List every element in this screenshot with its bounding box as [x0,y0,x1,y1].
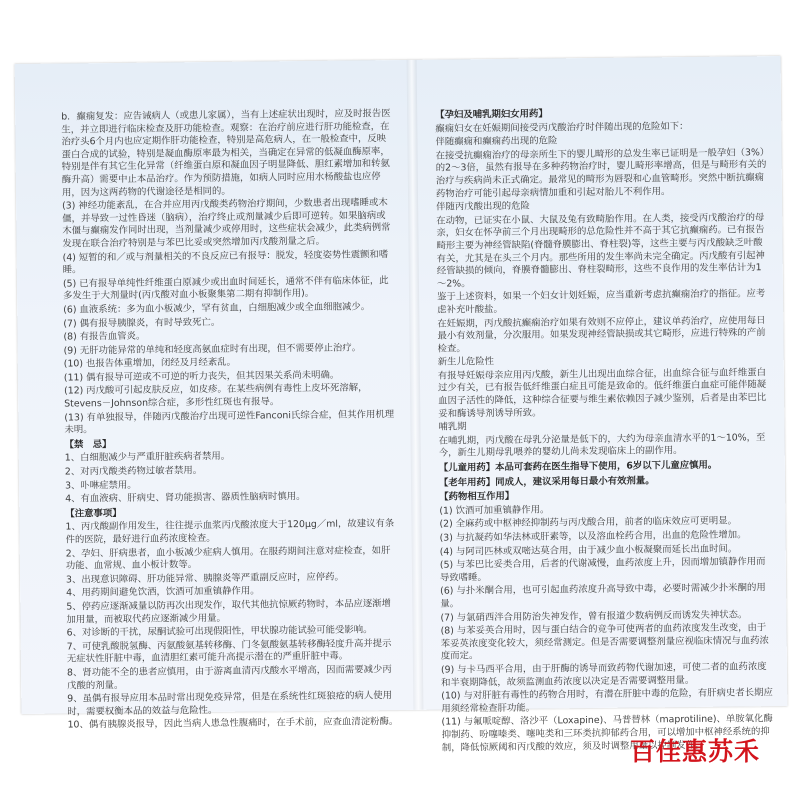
right-column-paragraph: (8) 与苯妥英合用时，因与蛋白结合的竞争可使两者的血药浓度发生改变，由于苯妥英浓度变化较大，须经常测定。但是否需要调整剂量应视临床情况与血药浓度而定。 [440,622,769,662]
left-column-paragraph: (6) 血液系统：多为血小板减少，罕有贫血，白细胞减少或全血细胞减少。 [63,301,371,316]
left-column-paragraph: (9) 无肝功能异常的单纯和轻度高氨血症时有出现，但不需要停止治疗。 [63,342,362,357]
right-column-paragraph: (2) 全麻药或中枢神经抑制药与丙戊酸合用，前者的临床效应可更明显。 [439,515,738,531]
right-column-paragraph: 新生儿危险性 [437,356,495,368]
right-column-paragraph: (6) 与扑米酮合用，也可引起血药浓度升高导致中毒，必要时需减少扑米酮的用量。 [440,582,766,610]
left-column-paragraph: 8、肾功能不全的患者应慎用，由于游离血清丙戊酸水平增高，因而需要减少丙戊酸的剂量。 [66,664,392,692]
right-column-paragraph: (7) 与氯硝西泮合用防治失神发作，曾有报道少数病例反而诱发失神状态。 [440,608,748,624]
right-column-paragraph: 在接受抗癫痫治疗的母亲所生下的婴儿畸形的总发生率已证明是一般孕妇（3%）的2～3倍，虽然有报导在多种药物治疗时，婴儿畸形率增高，但是与畸形有关的治疗与疾病尚未正式确定。最常见的畸形为唇裂和心血管畸形。突然中断抗癫痫药物治疗可能引起母亲病情加重和引起对胎儿不利作用。 [435,146,767,200]
left-column-paragraph: 9、虽偶有报导应用本品时常出现免疫异常，但是在系统性红斑狼疮的病人使用时，需要权衡本品的效益与危险性。 [67,690,393,718]
right-column-paragraph: (3) 与抗凝药如华法林或肝素等，以及溶血栓药合用，出血的危险性增加。 [439,529,747,544]
right-column-paragraph: 【孕妇及哺乳期妇女用药】 [435,108,548,121]
right-column-paragraph: 【药物相互作用】 [439,491,515,503]
left-column-paragraph: (8) 有报告血管炎。 [63,330,146,343]
right-text-column [435,104,774,756]
left-column-paragraph: 1、白细胞减少与严重肝脏疾病者禁用。 [64,451,231,464]
fold-crease [407,60,424,710]
left-column-paragraph: (10) 也报告体重增加，闭经及月经紊乱。 [63,357,237,370]
right-column-paragraph: (9) 与卡马西平合用，由于肝酶的诱导而致药物代谢加速，可使二者的血药浓度和半衰期降低，故须监测血药浓度以决定是否需要调整用量。 [440,661,767,689]
left-column-paragraph: (11) 偶有报导可逆或不可逆的听力丧失，但其因果关系尚未明确。 [63,369,340,384]
left-column-paragraph: 4、有血液病、肝病史、肾功能损害、器质性脑病时慎用。 [65,491,306,505]
left-column-paragraph: 6、对诊断的干扰，尿酮试验可出现假阳性，甲状腺功能试验可能受影响。 [66,624,373,639]
left-column-paragraph: 【注意事项】 [65,507,122,520]
right-column-paragraph: 【儿童用药】本品可套药在医生指导下使用，6岁以下儿童应慎用。 [438,459,718,474]
right-column-paragraph: (1) 饮酒可加重镇静作用。 [439,504,550,517]
left-column-paragraph: 2、对丙戊酸类药物过敏者禁用。 [64,465,203,478]
right-column-paragraph: 癫痫妇女在妊娠期间接受丙戊酸治疗时伴随出现的危险如下： [435,120,689,135]
right-column-paragraph: 伴随丙戊酸出现的危险 [436,200,530,213]
right-column-paragraph: 在妊娠期，丙戊酸抗癫痫治疗如果有效则不应停止，建议单药治疗，应使用每日最小有效剂量，分次服用。如果发现神经管缺损或其它畸形，应进行特殊的产前检查。 [437,314,766,355]
left-column-paragraph: (3) 神经功能紊乱，在合并应用丙戊酸类药物治疗期间，少数患者出现嗜睡或木僵，并导致一过性昏迷（脑病），治疗终止或剂量减少后即可逆转。如果脑病或木僵与癫痫发作同时出现，当剂量减少或停用时，这些症状会减少，此类病例常发现在联合治疗特别是与苯巴比妥或突然增加丙戊酸剂量之后。 [62,197,391,250]
right-column-paragraph: 【老年用药】同成人，建议采用每日最小有效剂量。 [438,474,655,489]
left-text-column [61,108,399,733]
left-column-paragraph: 5、停药应逐渐减量以防再次出现发作，取代其他抗惊厥药物时，本品应逐渐增加用量，而被取代药应逐渐减少用量。 [66,598,392,626]
left-column-paragraph: (13) 有单独报导，伴随丙戊酸治疗出现可逆性Fanconi氏综合症，但其作用机理未明。 [64,408,395,436]
left-column-paragraph: (5) 已有报导单纯性纤维蛋白原减少或出血时间延长，通常不伴有临床体征，此多发生于大剂量时(丙戊酸对血小板聚集第二期有抑制作用)。 [62,274,389,302]
left-column-paragraph: 4、用药期间避免饮酒，饮酒可加重镇静作用。 [66,585,260,599]
left-column-paragraph: 3、出现意识障碍、肝功能异常、胰腺炎等严重副反应时，应停药。 [65,571,344,586]
left-column-paragraph: 10、偶有胰腺炎报导，因此当病人患急性腹痛时，在手术前，应查血清淀粉酶。 [67,716,399,731]
left-column-paragraph: (7) 偶有报导胰腺炎，有时导致死亡。 [63,316,221,330]
right-column-paragraph: (5) 与苯巴比妥类合用，后者的代谢减慢，血药浓度上升，因而增加镇静作用而导致嗜睡。 [439,556,766,584]
right-column-paragraph: (4) 与阿司匹林或双嘧达莫合用，由于减少血小板凝聚而延长出血时间。 [439,543,738,558]
left-column-paragraph: b．癫痫复发：应告诫病人（或患儿家属），当有上述症状出现时，应及时报告医生，并立即进行临床检查及肝功能检查。观察：在治疗前应进行肝功能检查，在治疗头6个月内也应定期作肝功能检查，特别是高危病人，在一般检查中，反映蛋白合成的试验，特别是凝血酶原率最为相关，当确定在异常的低凝血酶原率，特别是伴有其它生化异常（纤维蛋白原和凝血因子明显降低、胆红素增加和转氨酶升高）需要中止本品治疗。作为预防措施，如病人同时应用水杨酸盐也应停用，因为这两药物的代谢途径是相同的。 [61,108,391,199]
right-column-paragraph: 伴随癫痫和癫痫药出现的危险 [435,135,558,148]
right-column-paragraph: 在动物，已证实在小鼠、大鼠及兔有致畸胎作用。在人类，接受丙戊酸治疗的母亲，妇女在怀孕前三个月出现畸形的总危险性并不高于其它抗癫痫药。已有报告畸形主要为神经管缺陷(脊髓脊膜膨出、脊柱裂)等，这些主要与丙戊酸缺乏叶酸有关，尤其是在头三个月内。那些所用的发生率尚未完全确定。丙戊酸有引起神经管缺损的倾向，脊膜脊髓膨出、脊柱裂畸形，这些不良作用的发生率估计为1～2%。 [436,211,765,290]
right-column-paragraph: 有报导妊娠母亲应用丙戊酸，新生儿出现出血综合征，出血综合征与血纤维蛋白过少有关，已有报告低纤维蛋白症且可能是致命的。低纤维蛋白血症可能伴随凝血因子活性的降低，这种综合征要与维生素依赖因子减少鉴别，后者是由苯巴比妥和酶诱导剂诱导所致。 [437,367,767,420]
right-column-paragraph: 在哺乳期，丙戊酸在母乳分泌量是低下的，大约为母亲血清水平的1～10%，至今，新生儿期母乳喂养的婴幼儿尚未发现临床上的副作用。 [438,432,766,460]
left-column-paragraph: (4) 短暂的和／或与剂量相关的不良反应已有报导：脱发，轻度姿势性震颤和嗜睡。 [62,248,389,276]
left-column-paragraph: 【禁 忌】 [64,438,112,451]
right-column-paragraph: 哺乳期 [438,421,467,433]
brand-watermark: 百佳惠苏禾 [629,737,760,766]
right-column-paragraph: 鉴于上述资料，如果一个妇女计划妊娠，应当重新考虑抗癫痫治疗的指征。应考虑补充叶酸盐。 [437,288,766,316]
right-column-paragraph: (11) 与氟哌啶醇、洛沙平（Loxapine)、马普替林（maprotiline)、单胺氧化酶抑制药、吩噻嗪类、噻吨类和三环类抗抑郁药合用，可以增加中枢神经系统的抑制，降低惊厥阈和丙戊酸的效应，须及时调整用量以控制发作。 [441,713,773,754]
right-column-paragraph: (10) 与对肝脏有毒性的药物合用时，有潜在肝脏中毒的危险，有肝病史者长期应用须经常检查肝功能。 [441,687,773,715]
left-column-paragraph: 2、孕妇、肝病患者，血小板减少症病人慎用。在服药期间注意对症检查，如肝功能、血常规、血小板计数等。 [65,544,391,572]
left-column-paragraph: 3、卟啉症禁用。 [64,479,137,492]
left-column-paragraph: (12) 丙戊酸可引起皮肤反应，如皮疹。在某些病例有毒性上皮坏死溶解，Stevens－Johnson综合症，多形性红斑也有报导。 [63,382,368,410]
left-column-paragraph: 7、可使乳酸脱氢酶、丙氨酸氨基转移酶、门冬氨酸氨基转移酶轻度升高并提示无症状性肝脏中毒，血清胆红素可能升高提示潜在的严重肝脏中毒。 [66,637,392,665]
left-column-paragraph: 1、丙戊酸副作用发生，往往提示血浆丙戊酸浓度大于120μg／ml，故建议有条件的医院，最好进行血药浓度检查。 [65,518,395,546]
